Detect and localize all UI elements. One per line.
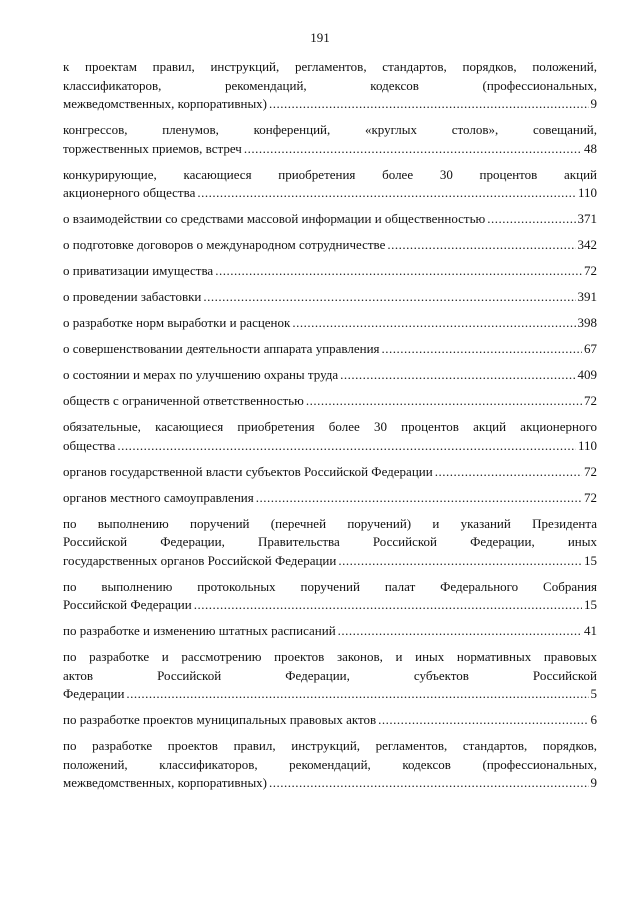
entry-page-number: 9 xyxy=(590,96,597,111)
index-entry xyxy=(63,578,597,615)
entry-page-number: 9 xyxy=(590,775,597,790)
entry-final-line xyxy=(63,489,597,508)
entry-text: Федерации xyxy=(63,686,125,701)
entry-final-line xyxy=(63,685,597,704)
index-entry xyxy=(63,515,597,571)
entry-text: государственных органов Российской Федерации xyxy=(63,552,337,568)
index-entry xyxy=(63,366,597,385)
entry-final-line xyxy=(63,236,597,255)
entry-final-line xyxy=(63,392,597,411)
entry-page-number: 72 xyxy=(584,263,597,278)
dot-leader xyxy=(269,774,588,793)
dot-leader xyxy=(306,392,582,411)
entry-final-line xyxy=(63,552,597,571)
entry-final-line xyxy=(63,184,597,203)
entry-final-line xyxy=(63,711,597,730)
entry-text: о подготовке договоров о международном сотрудничестве xyxy=(63,237,386,252)
index-entry xyxy=(63,288,597,307)
entry-line: положений, классификаторов, рекомендаций, кодексов (профессиональных, xyxy=(63,756,597,772)
dot-leader xyxy=(197,184,576,203)
dot-leader xyxy=(126,685,588,704)
dot-leader xyxy=(203,288,575,307)
entry-text: торжественных приемов, встреч xyxy=(63,140,242,156)
index-entry xyxy=(63,622,597,641)
entry-text: о состоянии и мерах по улучшению охраны труда xyxy=(63,367,339,382)
entry-line: по выполнению поручений (перечней поручений) и указаний Президента xyxy=(63,515,597,531)
index-entry xyxy=(63,392,597,411)
dot-leader xyxy=(338,552,582,571)
entry-text: о проведении забастовки xyxy=(63,289,202,304)
entry-text: Российской Федерации xyxy=(63,597,192,612)
dot-leader xyxy=(117,437,576,456)
entry-final-line xyxy=(63,314,597,333)
entry-final-line xyxy=(63,140,597,159)
dot-leader xyxy=(256,489,582,508)
entry-page-number: 110 xyxy=(577,185,597,200)
dot-leader xyxy=(387,236,575,255)
entry-line: конгрессов, пленумов, конференций, «круглых столов», совещаний, xyxy=(63,122,597,137)
entry-text: обществ с ограниченной ответственностью xyxy=(63,393,304,408)
entry-final-line xyxy=(63,437,597,456)
entry-page-number: 41 xyxy=(584,623,597,638)
index-entry xyxy=(63,711,597,730)
entry-final-line xyxy=(63,774,597,793)
entry-text: акционерного общества xyxy=(63,185,196,200)
entry-page-number: 371 xyxy=(577,211,597,226)
entry-line: классификаторов, рекомендаций, кодексов (профессиональных, xyxy=(63,77,597,93)
entry-page-number: 48 xyxy=(584,140,597,156)
entry-final-line xyxy=(63,210,597,229)
entry-line: к проектам правил, инструкций, регламентов, стандартов, порядков, положений, xyxy=(63,59,597,74)
index-entry xyxy=(63,489,597,508)
entry-final-line xyxy=(63,288,597,307)
entry-final-line xyxy=(63,95,597,114)
entry-line: по разработке проектов правил, инструкций, регламентов, стандартов, порядков, xyxy=(63,738,597,753)
entry-line: по выполнению протокольных поручений палат Федерального Собрания xyxy=(63,578,597,594)
index-entry xyxy=(63,737,597,793)
index-entry xyxy=(63,314,597,333)
entry-page-number: 72 xyxy=(584,393,597,408)
entry-text: о приватизации имущества xyxy=(63,263,214,278)
entry-page-number: 15 xyxy=(584,597,597,612)
dot-leader xyxy=(244,140,582,159)
page-number: 191 xyxy=(310,30,330,45)
index-entry xyxy=(63,121,597,158)
entry-page-number: 342 xyxy=(577,237,597,252)
entry-text: межведомственных, корпоративных) xyxy=(63,96,268,111)
dot-leader xyxy=(382,340,582,359)
index-entry xyxy=(63,418,597,455)
entry-line: конкурирующие, касающиеся приобретения более 30 процентов акций xyxy=(63,166,597,182)
entry-text: о совершенствовании деятельности аппарата управления xyxy=(63,341,380,356)
entry-text: по разработке проектов муниципальных правовых актов xyxy=(63,712,377,727)
index-entry xyxy=(63,210,597,229)
entry-page-number: 6 xyxy=(590,712,597,727)
entry-final-line xyxy=(63,596,597,615)
dot-leader xyxy=(215,262,582,281)
entry-page-number: 67 xyxy=(584,341,597,356)
dot-leader xyxy=(378,711,588,730)
entry-text: общества xyxy=(63,437,116,453)
dot-leader xyxy=(269,95,588,114)
entry-line: по разработке и рассмотрению проектов законов, и иных нормативных правовых xyxy=(63,649,597,664)
dot-leader xyxy=(340,366,575,385)
entry-final-line xyxy=(63,366,597,385)
entry-text: органов местного самоуправления xyxy=(63,489,254,505)
index-entry xyxy=(63,58,597,114)
index-entry xyxy=(63,340,597,359)
index-entry xyxy=(63,648,597,704)
entry-page-number: 72 xyxy=(584,489,597,505)
dot-leader xyxy=(292,314,575,333)
index-entry xyxy=(63,166,597,203)
index-entry xyxy=(63,463,597,482)
entry-final-line xyxy=(63,262,597,281)
dot-leader xyxy=(435,463,582,482)
dot-leader xyxy=(194,596,582,615)
entry-page-number: 391 xyxy=(577,289,597,304)
entry-final-line xyxy=(63,463,597,482)
entry-text: органов государственной власти субъектов Российской Федерации xyxy=(63,463,433,479)
dot-leader xyxy=(487,210,575,229)
index-entry xyxy=(63,262,597,281)
entry-page-number: 15 xyxy=(584,552,597,568)
entry-final-line xyxy=(63,622,597,641)
entry-page-number: 72 xyxy=(584,463,597,479)
index-entry xyxy=(63,236,597,255)
entry-line: Российской Федерации, Правительства Российской Федерации, иных xyxy=(63,534,597,549)
entry-page-number: 110 xyxy=(577,437,597,453)
entry-page-number: 5 xyxy=(590,686,597,701)
entry-text: о взаимодействии со средствами массовой информации и общественностью xyxy=(63,211,486,226)
dot-leader xyxy=(338,622,582,641)
entry-page-number: 409 xyxy=(577,367,597,382)
entry-text: о разработке норм выработки и расценок xyxy=(63,315,291,330)
entry-page-number: 398 xyxy=(577,315,597,330)
index-entries xyxy=(63,58,597,800)
entry-text: межведомственных, корпоративных) xyxy=(63,775,268,790)
entry-text: по разработке и изменению штатных расписаний xyxy=(63,623,336,638)
entry-line: обязательные, касающиеся приобретения более 30 процентов акций акционерного xyxy=(63,419,597,434)
entry-line: актов Российской Федерации, субъектов Российской xyxy=(63,667,597,683)
entry-final-line xyxy=(63,340,597,359)
